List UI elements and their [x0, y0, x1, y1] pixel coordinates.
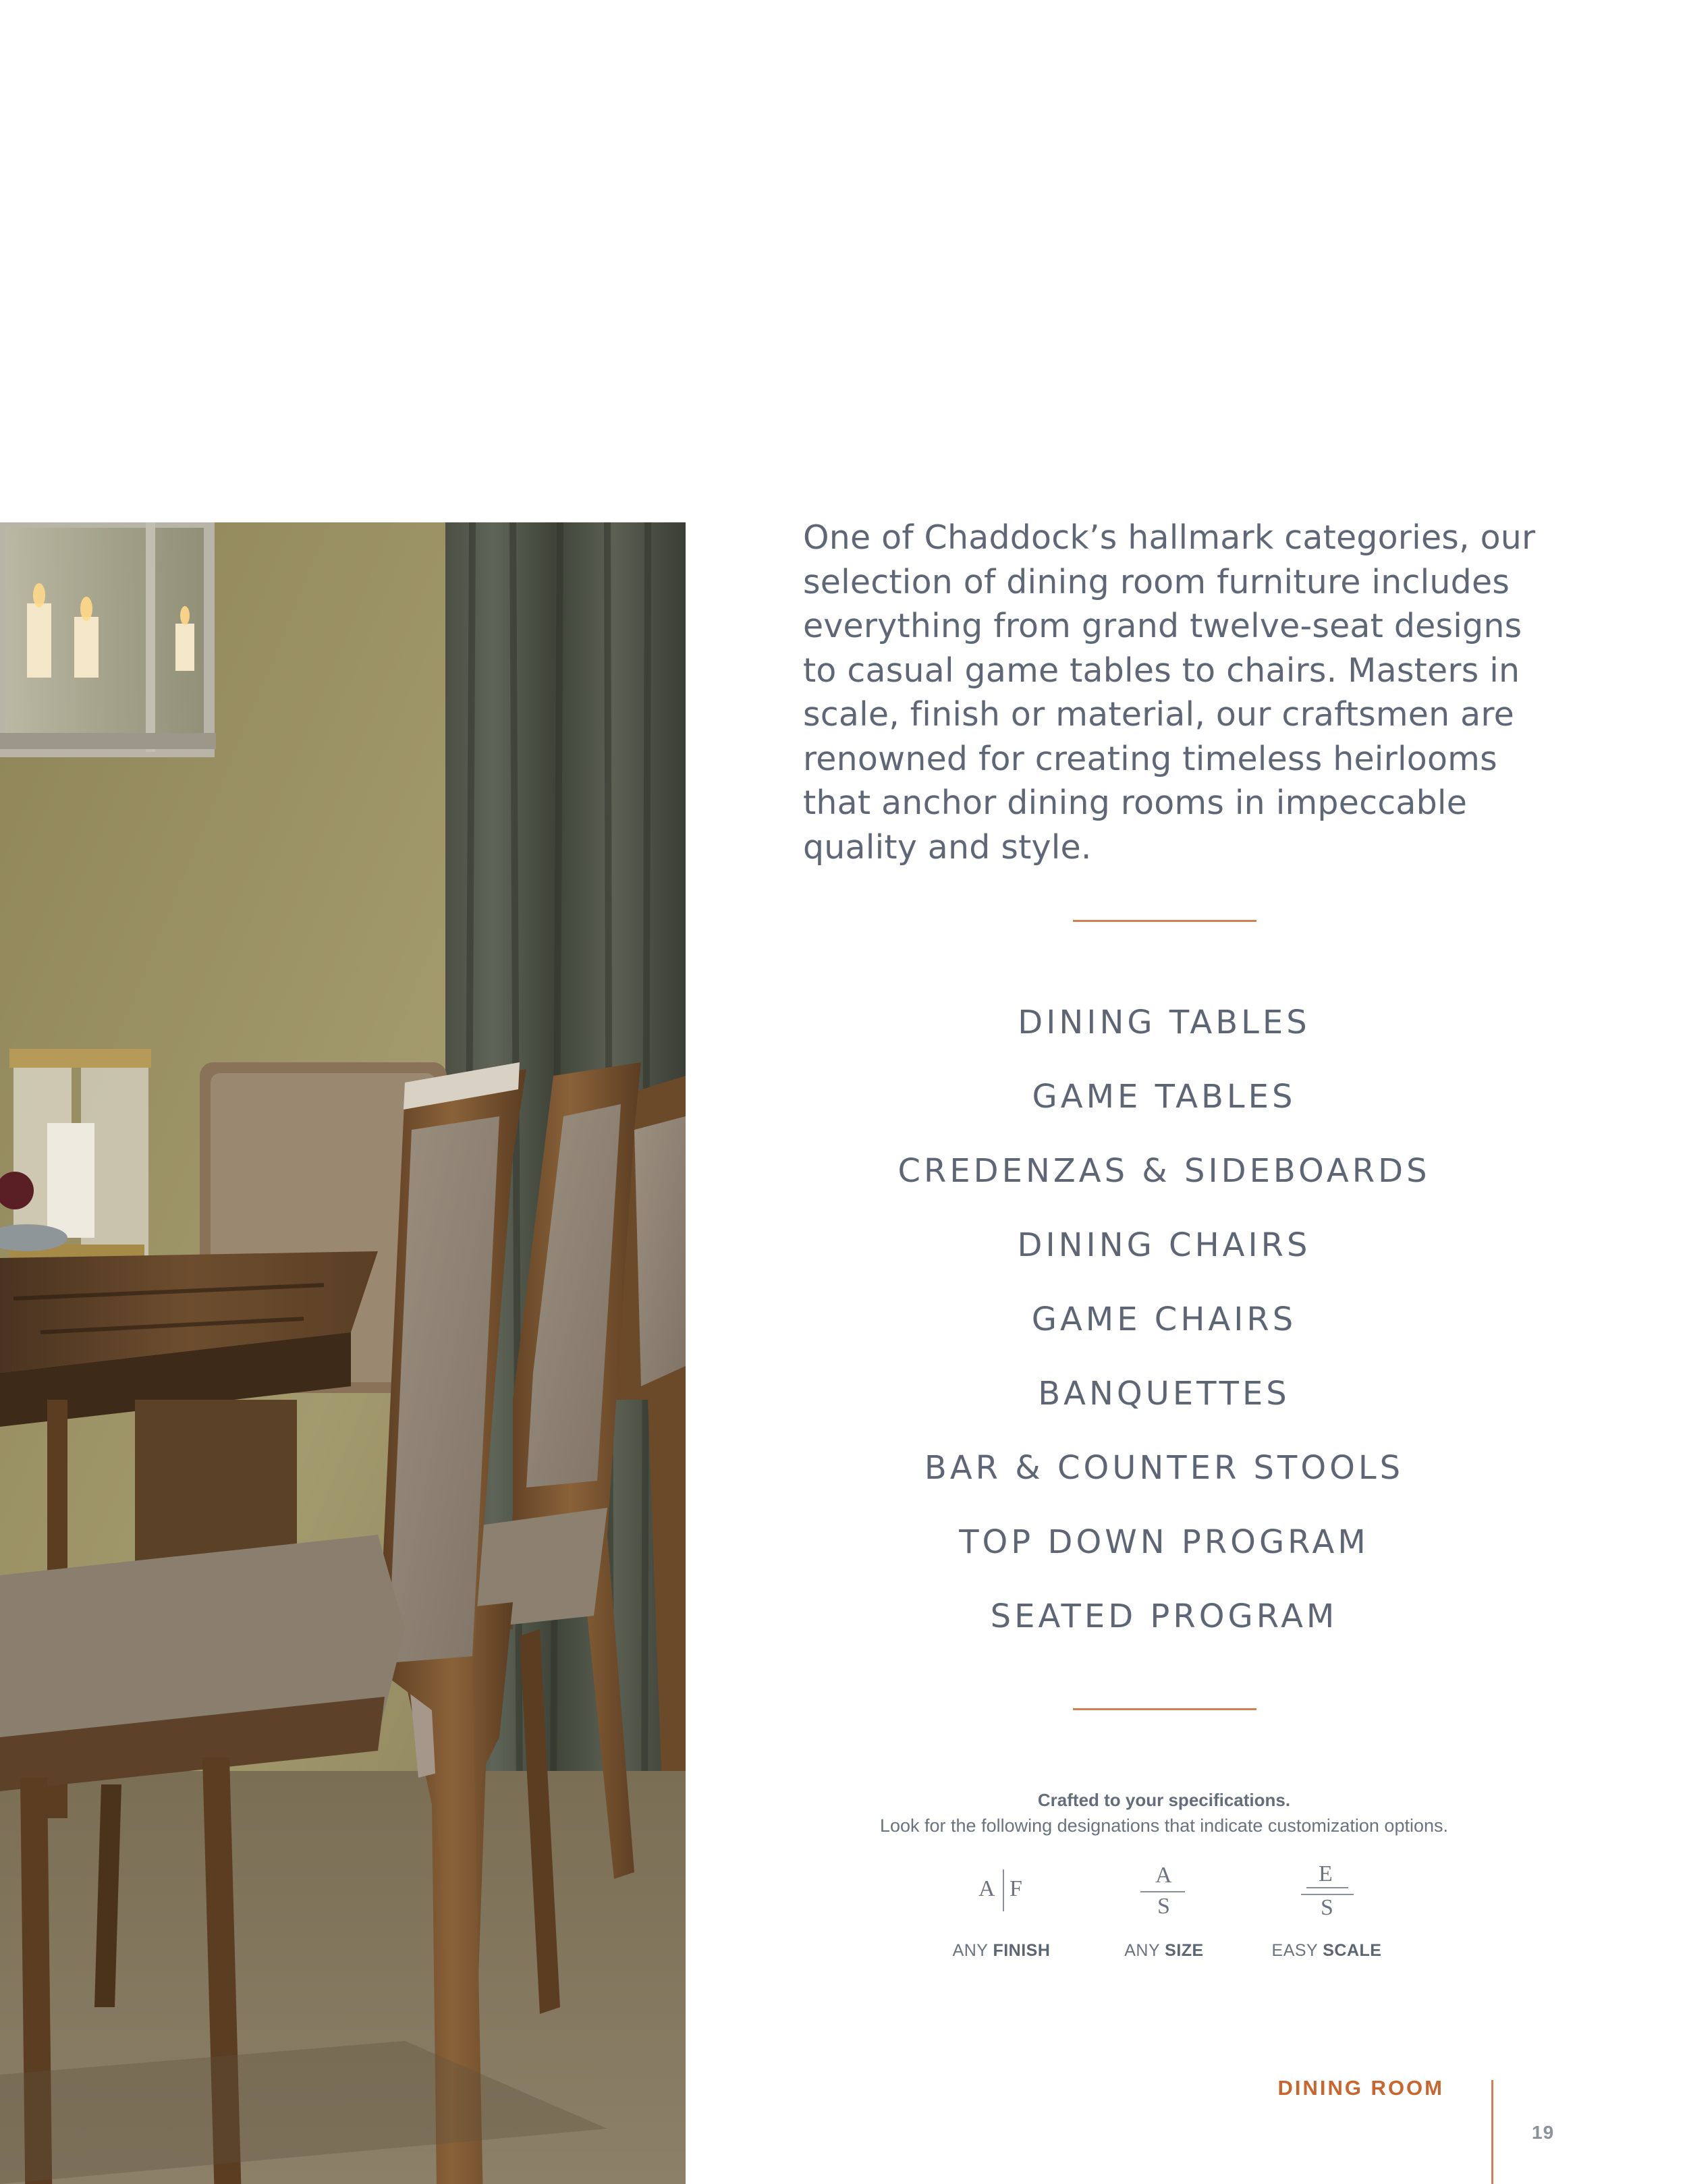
dining-room-photo	[0, 522, 686, 2184]
intro-line: quality and style.	[803, 827, 1092, 867]
category-list	[803, 998, 1525, 1666]
easy-scale-icon: E S	[1259, 1863, 1394, 1917]
category-dining-tables[interactable]: DINING TABLES	[1018, 1004, 1310, 1041]
intro-line: selection of dining room furniture includes	[803, 562, 1510, 601]
accent-divider-bottom	[1073, 1708, 1256, 1710]
specs-subheading: Look for the following designations that indicate customization options.	[879, 1816, 1448, 1836]
easy-scale-label: EASY SCALE	[1271, 1941, 1382, 1960]
category-game-tables[interactable]: GAME TABLES	[1032, 1078, 1296, 1116]
intro-line: scale, finish or material, our craftsmen are	[803, 695, 1515, 734]
category-dining-chairs[interactable]: DINING CHAIRS	[1017, 1226, 1311, 1264]
accent-divider-top	[1073, 920, 1256, 922]
category-game-chairs[interactable]: GAME CHAIRS	[1031, 1301, 1297, 1338]
intro-line: everything from grand twelve-seat designs	[803, 607, 1522, 645]
category-banquettes[interactable]: BANQUETTES	[1038, 1375, 1290, 1413]
category-seated-program[interactable]: SEATED PROGRAM	[990, 1598, 1338, 1635]
any-finish-icon: A F	[934, 1863, 1069, 1917]
category-bar-counter-stools[interactable]: BAR & COUNTER STOOLS	[924, 1449, 1404, 1487]
category-credenzas-sideboards[interactable]: CREDENZAS & SIDEBOARDS	[897, 1152, 1431, 1190]
intro-paragraph	[803, 516, 1552, 869]
specs-heading: Crafted to your specifications.	[1037, 1790, 1291, 1810]
intro-line: renowned for creating timeless heirlooms	[803, 739, 1497, 778]
any-size-label: ANY SIZE	[1124, 1941, 1204, 1960]
any-finish-label: ANY FINISH	[952, 1941, 1051, 1960]
category-top-down-program[interactable]: TOP DOWN PROGRAM	[959, 1523, 1369, 1561]
any-size-icon: A S	[1096, 1863, 1231, 1917]
intro-line: to casual game tables to chairs. Masters in	[803, 651, 1520, 690]
page-number: 19	[1532, 2122, 1555, 2143]
footer-divider	[1491, 2080, 1493, 2184]
intro-line: that anchor dining rooms in impeccable	[803, 784, 1468, 822]
section-label: DINING ROOM	[1277, 2076, 1444, 2100]
intro-line: One of Chaddock’s hallmark categories, our	[803, 518, 1536, 557]
